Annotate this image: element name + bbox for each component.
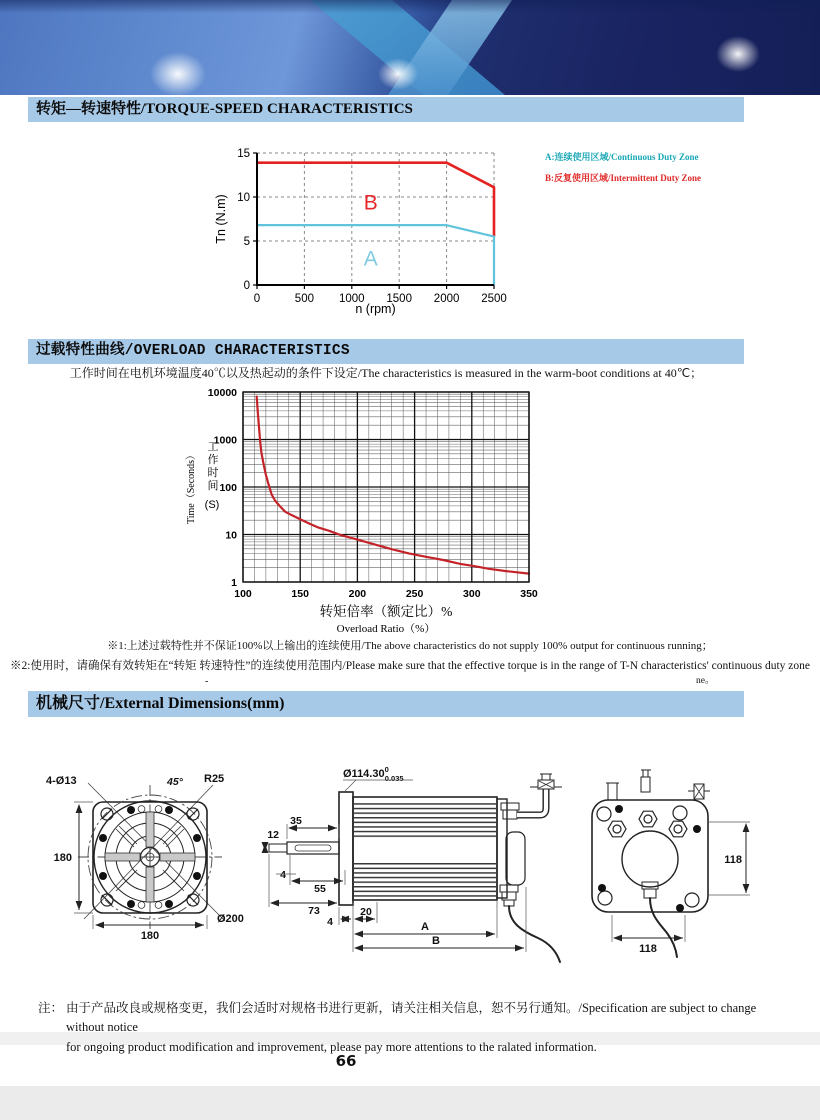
banner-glow (150, 52, 206, 95)
overload-note-2: ※2:使用时，请确保有效转矩在“转矩 转速特性”的连续使用范围内/Please make sure that the effective torque is in the range of T-N characteristics' continuous duty zone (10, 660, 810, 672)
side-view-drawing (262, 765, 562, 962)
svg-text:5: 5 (243, 236, 250, 248)
svg-text:350: 350 (520, 588, 538, 600)
stray-dash: - (205, 676, 209, 687)
svg-text:间: 间 (207, 480, 219, 492)
side-dim-b-label: B (432, 935, 440, 947)
svg-text:10000: 10000 (207, 387, 237, 399)
footer-note-line1: 由于产品改良或规格变更，我们会适时对规格书进行更新，请关注相关信息，恕不另行通知。/Specification are subject to change without notice (66, 1001, 757, 1035)
svg-text:作: 作 (207, 454, 219, 466)
front-bolt-circle-label: Ø200 (217, 913, 244, 925)
side-dim-20-label: 20 (360, 906, 372, 918)
svg-text:100: 100 (234, 588, 252, 600)
svg-text:(S): (S) (204, 499, 220, 511)
header-banner (0, 0, 820, 95)
svg-text:工: 工 (207, 441, 219, 453)
svg-text:1000: 1000 (339, 293, 365, 305)
torque-speed-legend (545, 147, 701, 189)
svg-text:n (rpm): n (rpm) (355, 302, 396, 316)
rear-width-label: 118 (639, 943, 657, 955)
svg-text:150: 150 (291, 588, 309, 600)
svg-text:300: 300 (463, 588, 481, 600)
side-dim-a-label: A (421, 921, 429, 933)
legend-intermittent-zone: B:反复使用区域/Intermittent Duty Zone (545, 173, 701, 183)
svg-text:200: 200 (348, 588, 367, 600)
front-view-drawing (46, 773, 244, 942)
svg-text:250: 250 (405, 588, 424, 600)
svg-text:Tn (N.m): Tn (N.m) (214, 194, 228, 244)
svg-text:A: A (363, 247, 378, 271)
footer-note (38, 999, 758, 1057)
svg-text:10: 10 (237, 192, 250, 204)
svg-text:1000: 1000 (213, 434, 237, 447)
section-title-dimensions: 机械尺寸/External Dimensions(mm) (28, 691, 744, 717)
footer-note-prefix: 注： (38, 1001, 64, 1015)
svg-text:B: B (363, 191, 378, 215)
svg-text:时: 时 (207, 467, 219, 479)
front-width-label: 180 (140, 930, 160, 942)
svg-text:100: 100 (219, 482, 237, 494)
svg-text:0: 0 (243, 280, 250, 292)
footer-note-line2: for ongoing product modification and improvement, please pay more attentions to the ralated information. (66, 1039, 597, 1054)
section-title-overload: 过载特性曲线/OVERLOAD CHARACTERISTICS (28, 339, 744, 364)
section-title-torque-speed: 转矩—转速特性/TORQUE-SPEED CHARACTERISTICS (28, 97, 744, 122)
side-dim-73-label: 73 (308, 905, 320, 917)
svg-text:15: 15 (237, 148, 250, 160)
torque-speed-chart (212, 136, 544, 316)
side-shaft-length-label: 35 (290, 815, 302, 827)
rear-height-label: 118 (724, 854, 742, 866)
rear-view-drawing (592, 770, 750, 957)
banner-glow (716, 36, 760, 72)
side-shaft-diameter-label: 12 (267, 829, 279, 841)
dimension-drawings (0, 725, 820, 980)
svg-text:10: 10 (225, 529, 237, 542)
front-height-label: 180 (53, 852, 72, 864)
svg-text:2000: 2000 (433, 293, 460, 305)
front-angle-label: 45° (167, 776, 183, 788)
overload-subtitle: 工作时间在电机环境温度40℃以及热起动的条件下设定/The characteristics is measured in the warm-boot conditions at 40℃； (69, 366, 703, 380)
side-dim-55-label: 55 (314, 883, 326, 895)
svg-text:2500: 2500 (481, 293, 507, 305)
side-dim-4-flange-label: 4 (327, 916, 333, 928)
side-dim-4-front-label: 4 (280, 869, 286, 881)
svg-text:Time（Seconds）: Time（Seconds） (186, 449, 197, 525)
page-number: 66 (335, 1052, 357, 1070)
svg-text:Overload Ratio（%）: Overload Ratio（%） (336, 623, 436, 635)
bottom-strip (0, 1086, 820, 1120)
front-radius-label: R25 (204, 773, 225, 785)
front-holes-label: 4-Ø13 (46, 775, 77, 787)
legend-continuous-zone: A:连续使用区域/Continuous Duty Zone (545, 152, 699, 162)
banner-glow (378, 58, 418, 90)
svg-text:转矩倍率（额定比）%: 转矩倍率（额定比）% (319, 604, 453, 619)
svg-text:500: 500 (294, 293, 314, 305)
stray-text-fragment: ne。 (696, 676, 715, 686)
svg-text:1: 1 (231, 577, 237, 589)
overload-chart (183, 382, 549, 642)
svg-text:0: 0 (253, 293, 261, 305)
svg-text:1500: 1500 (386, 293, 412, 305)
overload-note-1: ※1:上述过载特性并不保证100%以上输出的连续使用/The above characteristics do not supply 100% output for continuous running； (107, 640, 713, 652)
side-bore-label: Ø114.30$^0$ 0.035 (343, 765, 404, 783)
